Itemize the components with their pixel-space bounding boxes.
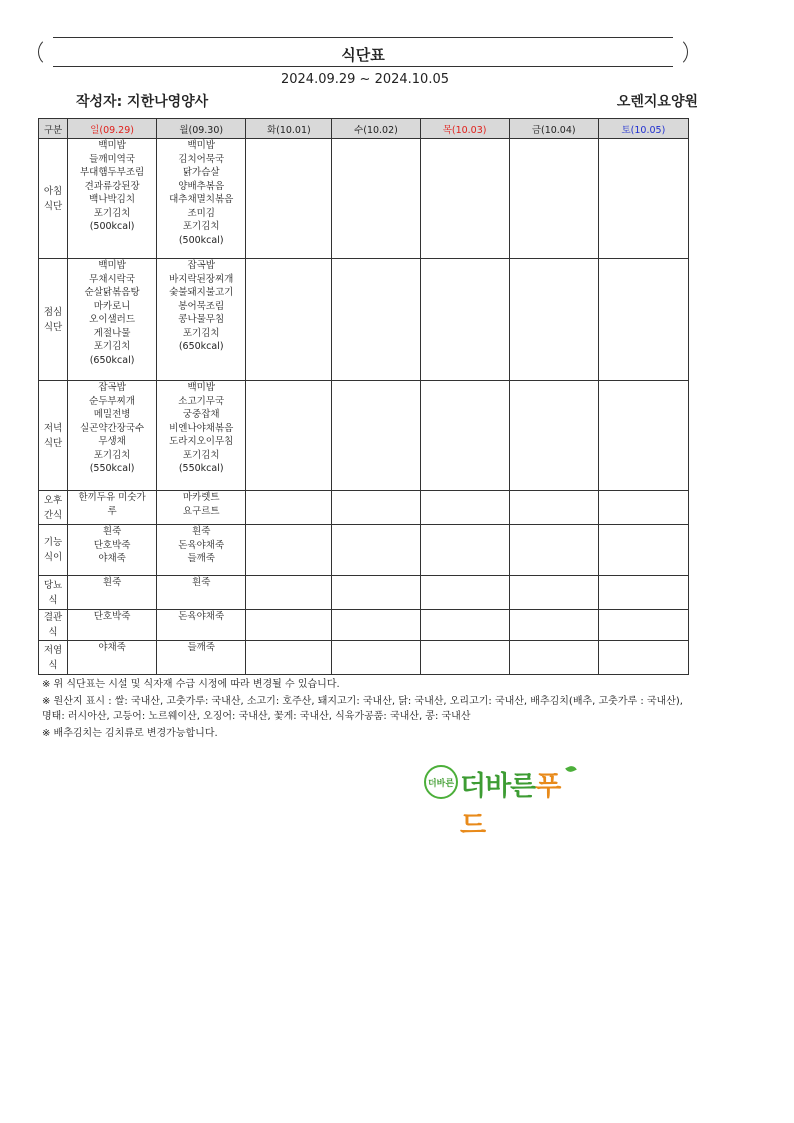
menu-item: 궁중잡채 (182, 409, 220, 420)
menu-item: 포기김치 (93, 207, 131, 219)
row-label-text: 간식 (43, 509, 63, 521)
row-label-text: 식 (48, 627, 58, 638)
menu-cell (509, 525, 598, 576)
menu-item: 김치어묵국 (178, 153, 225, 165)
menu-item: 게절나물 (93, 327, 131, 339)
menu-cell (157, 491, 246, 525)
menu-cell (157, 139, 246, 259)
menu-cell (598, 259, 688, 381)
menu-cell (246, 576, 332, 610)
menu-cell (68, 381, 157, 491)
menu-cell (332, 641, 420, 675)
menu-cell (598, 525, 688, 576)
day-header-tue: 화(10.01) (246, 119, 332, 139)
menu-item: 양배추볶음 (178, 180, 225, 192)
menu-cell (246, 525, 332, 576)
menu-item: 잡곡밥 (187, 260, 215, 271)
notes (42, 677, 690, 743)
menu-cell (509, 576, 598, 610)
menu-cell (332, 525, 420, 576)
menu-cell (246, 610, 332, 641)
day-header-sun: 일(09.29) (68, 119, 157, 139)
row-label-text: 저녁 (43, 422, 63, 434)
corner-header: 구분 (39, 119, 68, 139)
menu-cell (332, 139, 420, 259)
menu-table (38, 118, 689, 675)
row-label (39, 259, 68, 381)
day-header-thu: 목(10.03) (420, 119, 509, 139)
day-header-wed: 수(10.02) (332, 119, 420, 139)
menu-item: 순두부찌개 (89, 395, 136, 407)
menu-item: 야채죽 (98, 553, 126, 564)
menu-cell (509, 610, 598, 641)
menu-item: 부대햄두부조림 (79, 167, 145, 178)
menu-cell (68, 525, 157, 576)
menu-item: (650kcal) (178, 341, 224, 352)
row-label-text: 점심 (43, 306, 63, 318)
menu-item: 들깨죽 (187, 553, 215, 564)
menu-cell (68, 139, 157, 259)
menu-cell (68, 491, 157, 525)
menu-item: 흰죽 (102, 526, 122, 537)
menu-item: 소고기무국 (178, 395, 225, 407)
row-label (39, 641, 68, 675)
day-header-mon: 월(09.30) (157, 119, 246, 139)
row-label (39, 491, 68, 525)
menu-item: 흰죽 (192, 577, 211, 588)
meal-row (39, 491, 689, 525)
row-label-text: 식단 (43, 321, 63, 333)
menu-item: 바지락된장찌개 (169, 273, 234, 285)
row-label-text: 식이 (43, 552, 63, 563)
row-label-text: 기능 (43, 537, 63, 548)
row-label-text: 식단 (43, 200, 63, 212)
menu-item: 백미밥 (98, 140, 126, 151)
menu-cell (420, 491, 509, 525)
row-label-text: 식 (48, 594, 58, 606)
menu-item: 백미밥 (98, 260, 126, 271)
menu-item: (500kcal) (89, 221, 135, 232)
day-header-sat: 토(10.05) (598, 119, 688, 139)
menu-item: 봉어묵조림 (178, 300, 225, 312)
menu-item: 야채죽 (98, 642, 126, 653)
menu-cell (157, 381, 246, 491)
menu-item: 백나박김치 (89, 194, 136, 205)
menu-item: 실곤약간장국수 (79, 422, 145, 434)
row-label-text: 아침 (43, 185, 63, 197)
menu-item: 돈육야채죽 (178, 611, 225, 622)
menu-item: 닭가슴살 (182, 167, 220, 178)
menu-item: 포기김치 (182, 449, 220, 461)
menu-cell (509, 381, 598, 491)
menu-item: 돈육야채죽 (178, 539, 225, 551)
page-title: 식단표 (341, 46, 385, 64)
menu-item: 흰죽 (102, 577, 122, 588)
logo-circle-icon: 더바른 (424, 765, 458, 799)
note-change: ※ 위 식단표는 시설 및 식자재 수급 시정에 따라 변경될 수 있습니다. (42, 679, 340, 690)
brand-logo (424, 762, 584, 841)
menu-cell (246, 259, 332, 381)
menu-cell (420, 576, 509, 610)
menu-cell (68, 641, 157, 675)
menu-item: (550kcal) (89, 463, 135, 474)
menu-cell (246, 641, 332, 675)
menu-cell (420, 641, 509, 675)
row-label-text: 식단 (43, 437, 63, 449)
row-label-text: 식 (48, 659, 58, 671)
title-bar (38, 37, 688, 67)
menu-item: 숯불돼지불고기 (169, 287, 234, 298)
menu-item: 루 (107, 505, 117, 517)
row-label-text: 저염 (43, 644, 63, 656)
menu-cell (332, 576, 420, 610)
menu-cell (420, 610, 509, 641)
menu-cell (509, 641, 598, 675)
logo-text-b: 푸드 (460, 771, 561, 841)
row-label-text: 당뇨 (43, 579, 63, 591)
menu-cell (420, 381, 509, 491)
menu-cell (157, 576, 246, 610)
menu-cell (68, 576, 157, 610)
menu-item: 백미밥 (187, 382, 215, 393)
row-label (39, 381, 68, 491)
menu-cell (246, 139, 332, 259)
menu-cell (509, 259, 598, 381)
meal-row (39, 525, 689, 576)
menu-item: 무채시락국 (89, 273, 136, 285)
menu-item: 잡곡밥 (98, 382, 126, 393)
row-label (39, 610, 68, 641)
menu-item: 포기김치 (93, 449, 131, 461)
menu-item: 백미밥 (187, 140, 215, 151)
menu-item: 포기김치 (93, 341, 131, 352)
menu-cell (157, 641, 246, 675)
menu-item: 요구르트 (182, 505, 220, 517)
menu-item: 포기김치 (182, 327, 220, 339)
menu-cell (509, 139, 598, 259)
row-label-text: 결관 (43, 612, 63, 623)
meal-row (39, 381, 689, 491)
menu-item: 오이샐러드 (89, 314, 136, 325)
row-label (39, 576, 68, 610)
logo-text-a: 더바른 (460, 771, 536, 802)
menu-cell (332, 610, 420, 641)
menu-item: 포기김치 (182, 221, 220, 232)
row-label-text: 오후 (43, 494, 63, 506)
menu-cell (598, 576, 688, 610)
menu-cell (420, 525, 509, 576)
meal-row (39, 576, 689, 610)
menu-item: (650kcal) (89, 354, 135, 366)
menu-item: 비엔나야채볶음 (169, 422, 234, 434)
menu-item: 무생채 (98, 436, 126, 447)
row-label (39, 139, 68, 259)
menu-item: 메밀전병 (93, 409, 131, 420)
menu-item: 견과류강된장 (84, 180, 140, 192)
menu-cell (332, 259, 420, 381)
menu-item: 단호박죽 (93, 539, 131, 551)
period-text: 2024.09.29 ~ 2024.10.05 (280, 72, 450, 87)
menu-cell (420, 139, 509, 259)
menu-item: 흰죽 (192, 526, 211, 537)
menu-item: (550kcal) (178, 463, 224, 474)
menu-cell (246, 381, 332, 491)
menu-cell (157, 525, 246, 576)
menu-cell (68, 259, 157, 381)
note-kimchi: ※ 배추김치는 김치류로 변경가능합니다. (42, 728, 218, 739)
meal-row (39, 641, 689, 675)
row-label (39, 525, 68, 576)
menu-item: 마카로니 (93, 300, 131, 312)
menu-item: (500kcal) (178, 234, 224, 246)
menu-item: 들깨죽 (187, 642, 215, 653)
menu-item: 대추채멸치볶음 (169, 194, 234, 205)
menu-cell (509, 491, 598, 525)
note-origin: ※ 원산지 표시 : 쌀: 국내산, 고춧가루: 국내산, 소고기: 호주산, 돼지고기: 국내산, 닭: 국내산, 오리고기: 국내산, 배추김치(배추, 고춧가루 : 국내산), 명태: 러시아산, 고등어: 노르웨이산, 오징어: 국내산, 꽃게: 국내산, 식육가공품: 국내산, 콩: 국내산 (42, 696, 683, 722)
menu-item: 도라지오이무침 (169, 436, 234, 447)
menu-cell (598, 610, 688, 641)
menu-cell (332, 491, 420, 525)
menu-cell (332, 381, 420, 491)
menu-item: 들깨미역국 (89, 153, 136, 165)
meal-row (39, 610, 689, 641)
menu-cell (246, 491, 332, 525)
menu-cell (157, 259, 246, 381)
logo-wordmark (460, 764, 584, 842)
menu-item: 마카렛트 (182, 492, 220, 503)
writer-text: 작성자: 지한나영양사 (76, 94, 209, 110)
menu-cell (598, 641, 688, 675)
meal-row (39, 259, 689, 381)
menu-item: 단호박죽 (93, 611, 131, 622)
menu-item: 한끼두유 미숫가 (78, 492, 146, 503)
day-header-fri: 금(10.04) (509, 119, 598, 139)
header-row (39, 119, 689, 139)
menu-cell (157, 610, 246, 641)
menu-cell (598, 139, 688, 259)
menu-item: 콩나물무침 (178, 314, 225, 325)
facility-name: 오렌지요양원 (616, 94, 698, 110)
menu-cell (598, 381, 688, 491)
menu-cell (68, 610, 157, 641)
menu-item: 순살닭볶음탕 (84, 287, 140, 298)
menu-cell (420, 259, 509, 381)
meal-row (39, 139, 689, 259)
menu-item: 조미김 (187, 207, 215, 219)
menu-cell (598, 491, 688, 525)
